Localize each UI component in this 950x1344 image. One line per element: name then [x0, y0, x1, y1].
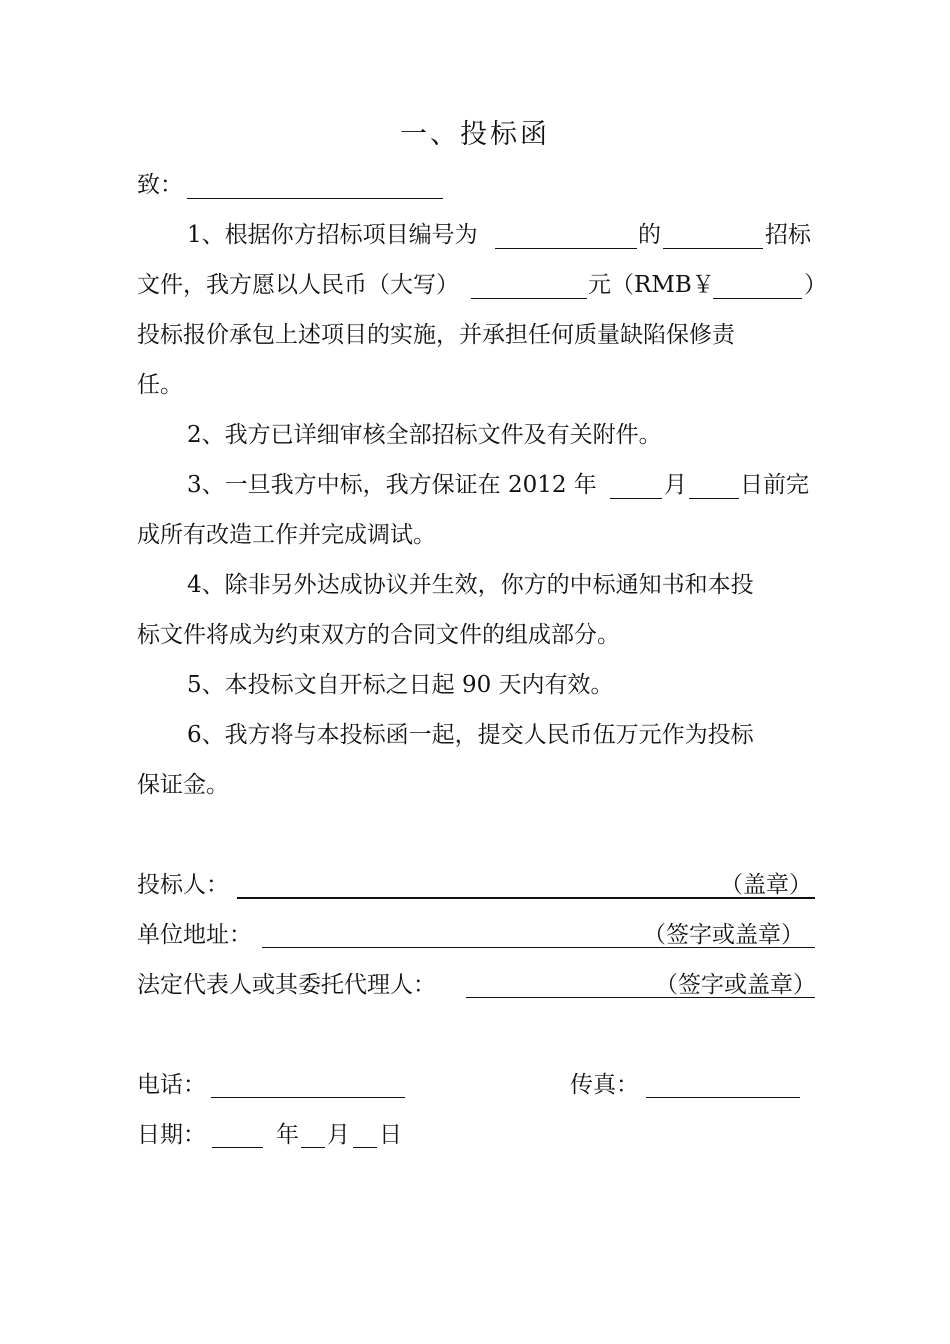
para1-line4: 任。: [137, 372, 183, 398]
bidder-note: （盖章）: [720, 872, 812, 898]
amount-figures-blank[interactable]: [713, 296, 802, 299]
phone-label: 电话：: [137, 1072, 206, 1098]
para1-line1-de: 的: [638, 222, 661, 248]
representative-label: 法定代表人或其委托代理人：: [137, 972, 436, 998]
date-month-label: 月: [327, 1122, 350, 1148]
date-day-label: 日: [379, 1122, 402, 1148]
project-name-blank[interactable]: [663, 246, 763, 249]
para1-line1-text: 1、根据你方招标项目编号为: [187, 222, 478, 248]
address-note: （签字或盖章）: [643, 922, 804, 948]
amount-words-blank[interactable]: [471, 296, 587, 299]
para1-line2-end: ）: [804, 272, 827, 298]
date-month-blank[interactable]: [301, 1145, 325, 1148]
bidder-label: 投标人：: [137, 872, 229, 898]
para3-line1-text: 3、一旦我方中标，我方保证在 2012 年: [187, 472, 597, 498]
para6-line2: 保证金。: [137, 772, 229, 798]
para1-line1-end: 招标: [765, 222, 811, 248]
date-year-label: 年: [276, 1122, 299, 1148]
date-day-blank[interactable]: [353, 1145, 377, 1148]
para1-line2-currency: 元（RMB￥: [588, 272, 715, 298]
para1-line3: 投标报价承包上述项目的实施，并承担任何质量缺陷保修责: [137, 322, 735, 348]
fax-label: 传真：: [570, 1072, 639, 1098]
date-year-blank[interactable]: [212, 1145, 263, 1148]
address-label: 单位地址：: [137, 922, 252, 948]
day-blank[interactable]: [689, 496, 739, 499]
project-number-blank[interactable]: [495, 246, 637, 249]
month-blank[interactable]: [610, 496, 662, 499]
para3-line2: 成所有改造工作并完成调试。: [137, 522, 436, 548]
para3-month-label: 月: [664, 472, 687, 498]
para6-line1: 6、我方将与本投标函一起，提交人民币伍万元作为投标: [187, 722, 754, 748]
recipient-blank[interactable]: [187, 196, 443, 199]
para4-line1: 4、除非另外达成协议并生效，你方的中标通知书和本投: [187, 572, 754, 598]
date-label: 日期：: [137, 1122, 206, 1148]
phone-blank[interactable]: [211, 1095, 405, 1098]
para5: 5、本投标文自开标之日起 90 天内有效。: [187, 672, 614, 698]
para4-line2: 标文件将成为约束双方的合同文件的组成部分。: [137, 622, 620, 648]
to-label: 致：: [137, 172, 183, 198]
representative-note: （签字或盖章）: [655, 972, 816, 998]
para1-line2-text: 文件，我方愿以人民币（大写）: [137, 272, 459, 298]
fax-blank[interactable]: [646, 1095, 800, 1098]
para2: 2、我方已详细审核全部招标文件及有关附件。: [187, 422, 662, 448]
para3-line1-end: 日前完: [740, 472, 809, 498]
page-title: 一、投标函: [400, 119, 550, 150]
